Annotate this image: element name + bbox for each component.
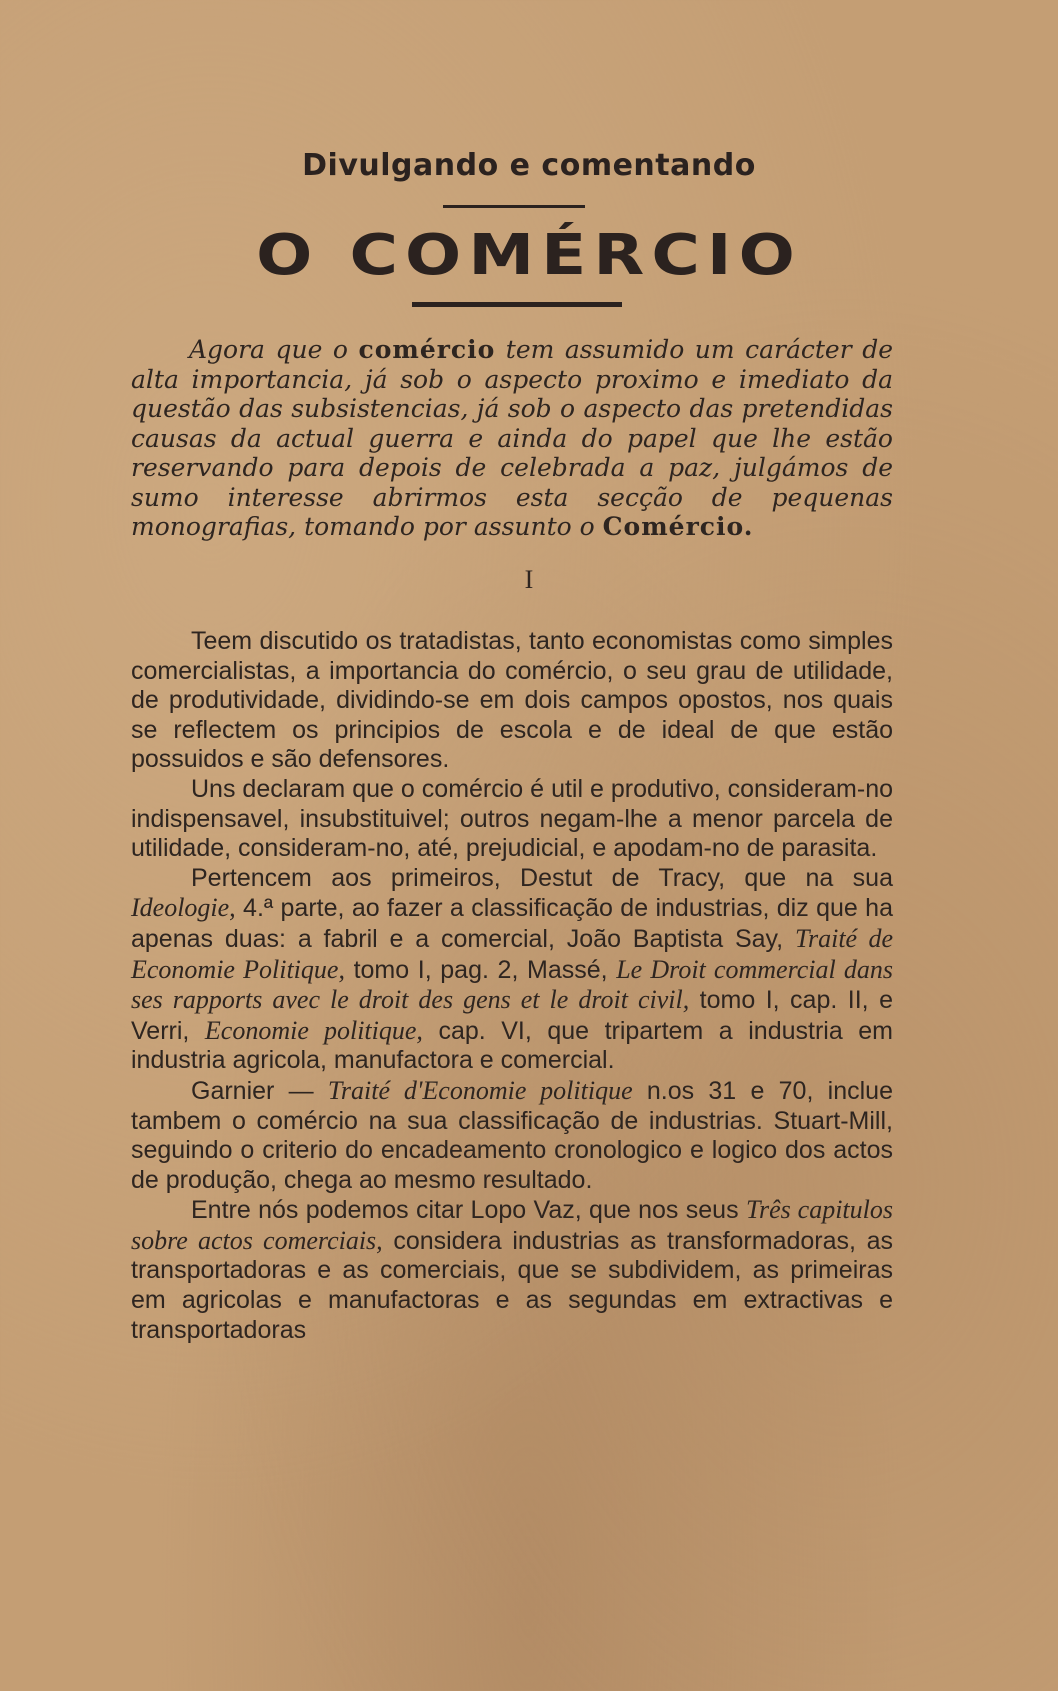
- section-number: I: [524, 565, 534, 594]
- intro-text-2: tem assumido um carácter de alta importancia, já sob o aspecto proximo e imediato da questão das subsistencias, já sob o aspecto das pretendidas causas da actual guerra e ainda do papel que lhe estão reservando para depois de celebrada a paz, julgámos de sumo interesse abrirmos esta secção de pequenas monografias, tomando por assunto o: [131, 335, 893, 541]
- para3-title-3: Le Droit commercial dans ses rapports avec le droit des gens et le droit civil,: [131, 954, 893, 1015]
- paragraph-4: [131, 1076, 893, 1195]
- paragraph-2: Uns declaram que o comércio é util e produtivo, consideram-no indispensavel, insubstituivel; outros negam-lhe a menor parcela de utilidade, consideram-no, até, prejudicial, e apodam-no de parasita.: [131, 774, 893, 863]
- intro-paragraph: [131, 335, 893, 542]
- para4-title-1: Traité d'Economie politique: [327, 1075, 633, 1105]
- paragraph-5: [131, 1195, 893, 1345]
- paragraph-1: Teem discutido os tratadistas, tanto economistas como simples comercialistas, a importancia do comércio, o seu grau de utilidade, de produtividade, dividindo-se em dois campos opostos, nos quais se reflectem os principios de escola e de ideal de que estão possuidos e são defensores.: [131, 627, 893, 774]
- intro-bold-2: Comércio.: [602, 512, 754, 541]
- article-title: O COMÉRCIO: [256, 223, 802, 288]
- para4-text-b: n.os 31 e 70, inclue tambem o comércio na sua classificação de industrias. Stuart-Mill, seguindo o criterio do encadeamento cronologico e logico dos actos de produção, chega ao mesmo resultado.: [131, 1076, 893, 1194]
- top-rule: [443, 205, 585, 208]
- para3-text-b: 4.ª parte, ao fazer a classificação de industrias, diz que ha apenas duas: a fabril e a comercial, João Baptista Say,: [131, 894, 893, 953]
- intro-text-1: Agora que o: [189, 335, 359, 364]
- section-heading: Divulgando e comentando: [302, 148, 756, 183]
- para5-text-a: Entre nós podemos citar Lopo Vaz, que nos seus: [191, 1196, 746, 1225]
- para3-text-c: tomo I, pag. 2, Massé,: [344, 955, 617, 984]
- para3-text-a: Pertencem aos primeiros, Destut de Tracy, que na sua: [191, 863, 893, 892]
- bottom-rule: [412, 302, 622, 307]
- para3-title-2: Traité de Economie Politique,: [131, 923, 894, 984]
- body-text: [131, 627, 893, 1345]
- para4-text-a: Garnier —: [191, 1076, 328, 1105]
- para3-title-1: Ideologie,: [131, 893, 236, 923]
- intro-bold-1: comércio: [358, 335, 496, 364]
- para3-text-d: tomo I, cap. II, e Verri,: [131, 986, 893, 1045]
- para5-title-1: Três capitulos sobre actos comerciais,: [131, 1195, 893, 1255]
- paragraph-3: [131, 864, 893, 1076]
- para5-text-b: considera industrias as transformadoras, as transportadoras e as comerciais, que se subdividem, as primeiras em agricolas e manufactoras e as segundas em extractivas e transportadoras: [131, 1226, 893, 1344]
- para3-text-e: cap. VI, que tripartem a industria em industria agricola, manufactora e comercial.: [131, 1016, 893, 1075]
- para3-title-4: Economie politique,: [204, 1015, 423, 1045]
